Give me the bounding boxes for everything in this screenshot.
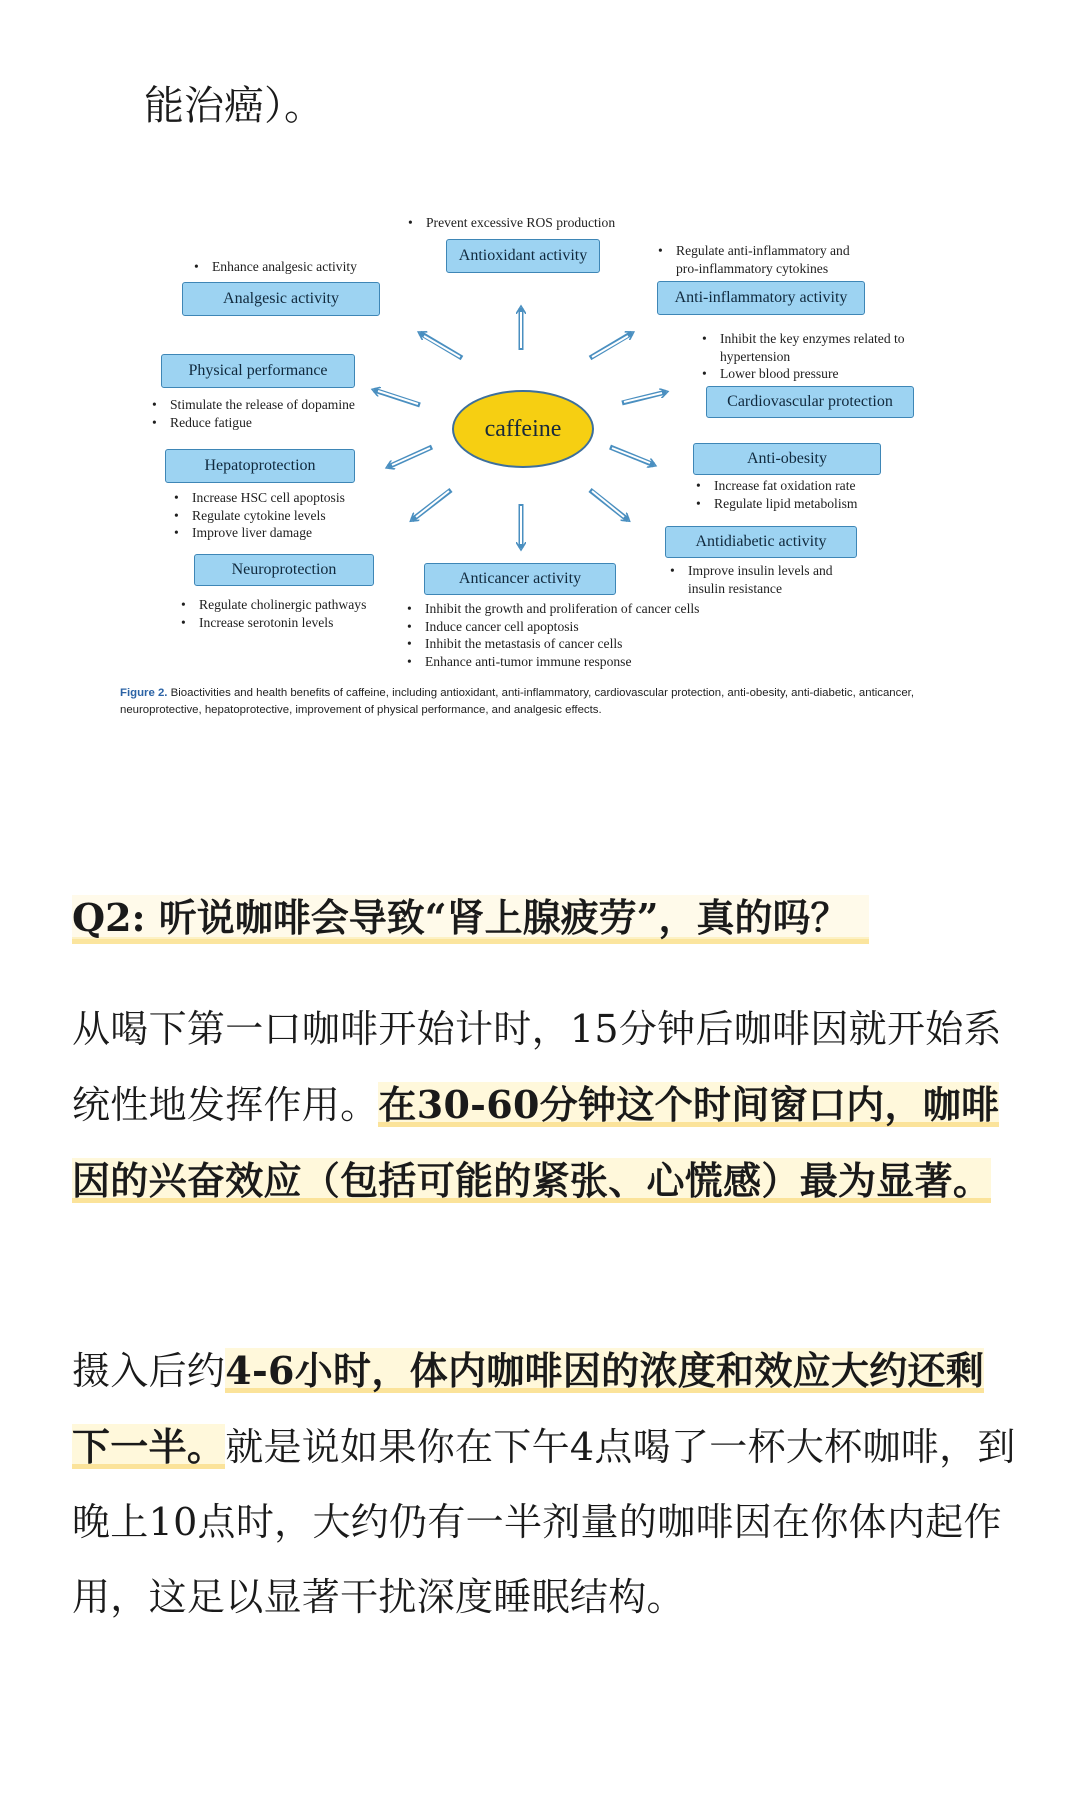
question-text: Q2: 听说咖啡会导致“肾上腺疲劳”，真的吗？ xyxy=(72,895,869,944)
antidiabetic-bullets xyxy=(668,562,833,597)
paragraph-2 xyxy=(72,1333,1022,1635)
bullet: • Regulate cytokine levels xyxy=(172,507,345,525)
para2-highlight: 4-6小时，体内咖啡因的浓度和效应大约还剩下一半。 xyxy=(72,1348,985,1469)
box-hepatoprotection: Hepatoprotection xyxy=(165,449,355,483)
box-anticancer: Anticancer activity xyxy=(424,563,616,595)
bullet: • Prevent excessive ROS production xyxy=(406,214,615,232)
para2-after: 就是说如果你在下午4点喝了一杯大杯咖啡，到晚上10点时，大约仍有一半剂量的咖啡因在你体内起作用，这足以显著干扰深度睡眠结构。 xyxy=(72,1425,1016,1619)
bullet-continuation: insulin resistance xyxy=(688,580,783,596)
box-anti-obesity: Anti-obesity xyxy=(693,443,881,475)
para1-plain: 从喝下第一口咖啡开始计时，15分钟后咖啡因就开始系统性地发挥作用。 xyxy=(72,1007,1002,1127)
bullet: • Induce cancer cell apoptosis xyxy=(405,618,699,636)
box-anti-inflammatory: Anti-inflammatory activity xyxy=(657,281,865,315)
bullet-continuation: hypertension xyxy=(720,348,791,364)
bullet: • Increase serotonin levels xyxy=(179,614,366,632)
para1-highlight: 在30-60分钟这个时间窗口内，咖啡因的兴奋效应（包括可能的紧张、心慌感）最为显著。 xyxy=(72,1082,1000,1203)
bullet: • Reduce fatigue xyxy=(150,414,355,432)
physical-bullets xyxy=(150,396,355,431)
bullet: • Inhibit the key enzymes related to xyxy=(700,330,905,348)
para2-before: 摄入后约 xyxy=(72,1349,226,1393)
caffeine-center: caffeine xyxy=(452,390,594,468)
bullet: • Stimulate the release of dopamine xyxy=(150,396,355,414)
paragraph-1 xyxy=(72,992,1022,1219)
anticancer-bullets xyxy=(405,600,699,670)
hepatoprotection-bullets xyxy=(172,489,345,542)
bullet: • Regulate lipid metabolism xyxy=(694,495,857,513)
anti-obesity-bullets xyxy=(694,477,857,512)
box-neuroprotection: Neuroprotection xyxy=(194,554,374,586)
antioxidant-bullets xyxy=(406,214,615,232)
analgesic-bullets xyxy=(192,258,357,276)
bullet: • Increase fat oxidation rate xyxy=(694,477,857,495)
intro-line: 能治癌）。 xyxy=(144,83,324,129)
caption-text: Bioactivities and health benefits of caffeine, including antioxidant, anti-inflammatory, cardiovascular protection, anti-obesity, anti-diabetic, anticancer, neuroprotective, hepatoprotective, improvement of physical performance, and analgesic effects. xyxy=(120,687,914,716)
box-antidiabetic: Antidiabetic activity xyxy=(665,526,857,558)
bullet: • Regulate cholinergic pathways xyxy=(179,596,366,614)
anti-inflammatory-bullets xyxy=(656,242,850,277)
bullet: • Improve insulin levels and xyxy=(668,562,833,580)
bullet: • Inhibit the metastasis of cancer cells xyxy=(405,635,699,653)
bullet: • Lower blood pressure xyxy=(700,365,905,383)
bullet: • Enhance analgesic activity xyxy=(192,258,357,276)
question-heading xyxy=(72,890,869,946)
bullet: • Enhance anti-tumor immune response xyxy=(405,653,699,671)
bullet: • Improve liver damage xyxy=(172,524,345,542)
caffeine-figure xyxy=(0,0,1080,760)
box-antioxidant: Antioxidant activity xyxy=(446,239,600,273)
box-analgesic: Analgesic activity xyxy=(182,282,380,316)
figure-caption xyxy=(120,685,960,719)
bullet: • Increase HSC cell apoptosis xyxy=(172,489,345,507)
caption-label: Figure 2. xyxy=(120,687,168,699)
box-cardiovascular: Cardiovascular protection xyxy=(706,386,914,418)
bullet-continuation: pro-inflammatory cytokines xyxy=(676,260,829,276)
neuroprotection-bullets xyxy=(179,596,366,631)
bullet: • Inhibit the growth and proliferation of cancer cells xyxy=(405,600,699,618)
bullet: • Regulate anti-inflammatory and xyxy=(656,242,850,260)
box-physical-performance: Physical performance xyxy=(161,354,355,388)
cardiovascular-bullets xyxy=(700,330,905,383)
